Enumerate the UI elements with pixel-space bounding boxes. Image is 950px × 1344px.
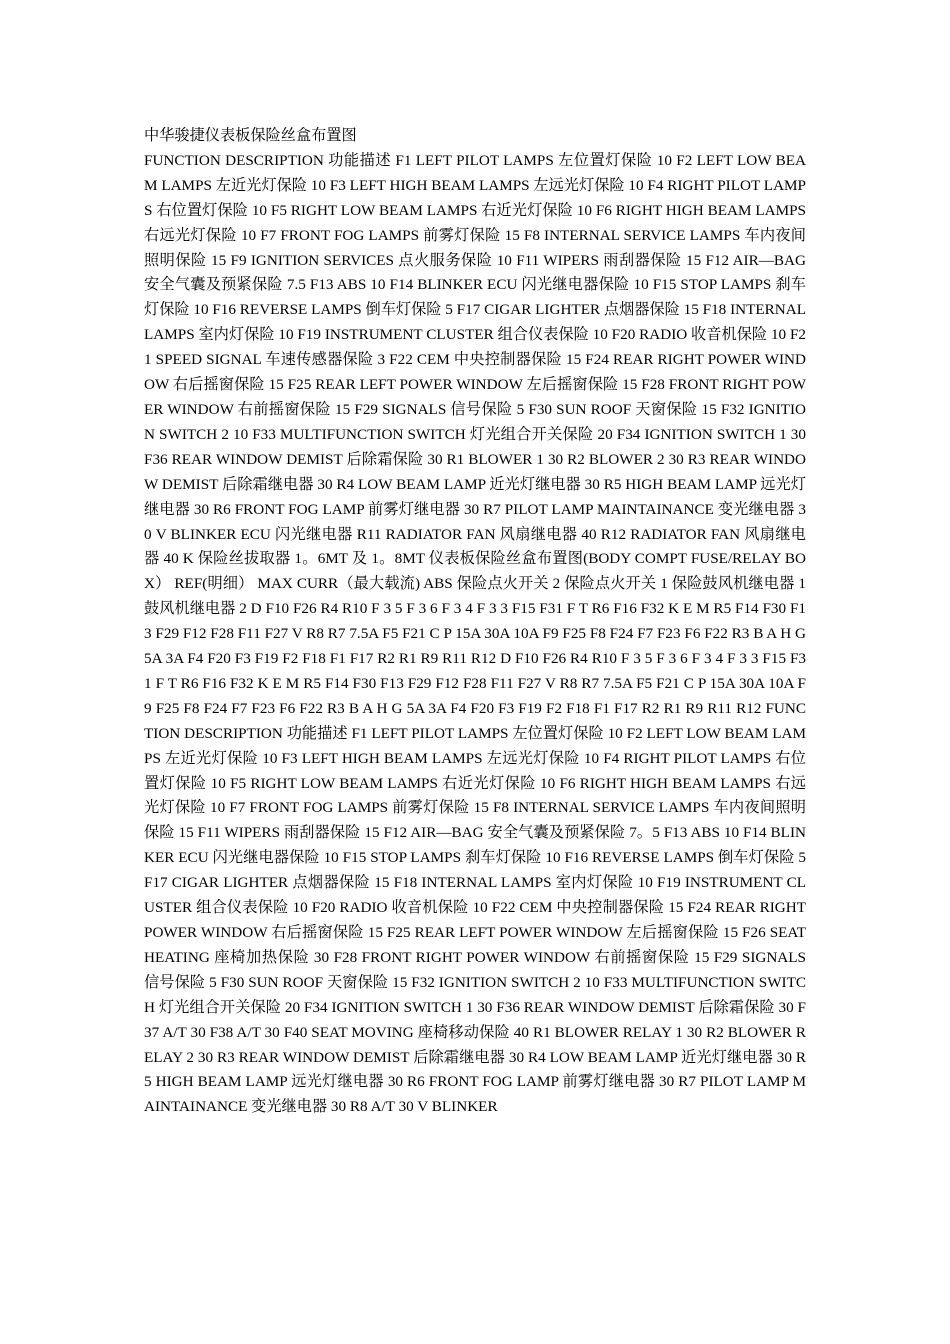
- document-title: 中华骏捷仪表板保险丝盒布置图: [144, 127, 357, 144]
- document-page: [144, 124, 806, 1224]
- document-body-text: FUNCTION DESCRIPTION 功能描述 F1 LEFT PILOT LAMPS 左位置灯保险 10 F2 LEFT LOW BEAM LAMPS 左近光灯保险 10 F3 LEFT HIGH BEAM LAMPS 左远光灯保险 10 F4 RIGHT PILOT LAMPS 右位置灯保险 10 F5 RIGHT LOW BEAM LAMPS 右近光灯保险 10 F6 RIGHT HIGH BEAM LAMPS 右远光灯保险 10 F7 FRONT FOG LAMPS 前雾灯保险 15 F8 INTERNAL SERVICE LAMPS 车内夜间照明保险 15 F9 IGNITION SERVICES 点火服务保险 10 F11 WIPERS 雨刮器保险 15 F12 AIR—BAG 安全气囊及预紧保险 7.5 F13 ABS 10 F14 BLINKER ECU 闪光继电器保险 10 F15 STOP LAMPS 刹车灯保险 10 F16 REVERSE LAMPS 倒车灯保险 5 F17 CIGAR LIGHTER 点烟器保险 15 F18 INTERNAL LAMPS 室内灯保险 10 F19 INSTRUMENT CLUSTER 组合仪表保险 10 F20 RADIO 收音机保险 10 F21 SPEED SIGNAL 车速传感器保险 3 F22 CEM 中央控制器保险 15 F24 REAR RIGHT POWER WINDOW 右后摇窗保险 15 F25 REAR LEFT POWER WINDOW 左后摇窗保险 15 F28 FRONT RIGHT POWER WINDOW 右前摇窗保险 15 F29 SIGNALS 信号保险 5 F30 SUN ROOF 天窗保险 15 F32 IGNITION SWITCH 2 10 F33 MULTIFUNCTION SWITCH 灯光组合开关保险 20 F34 IGNITION SWITCH 1 30 F36 REAR WINDOW DEMIST 后除霜保险 30 R1 BLOWER 1 30 R2 BLOWER 2 30 R3 REAR WINDOW DEMIST 后除霜继电器 30 R4 LOW BEAM LAMP 近光灯继电器 30 R5 HIGH BEAM LAMP 远光灯继电器 30 R6 FRONT FOG LAMP 前雾灯继电器 30 R7 PILOT LAMP MAINTAINANCE 变光继电器 30 V BLINKER ECU 闪光继电器 R11 RADIATOR FAN 风扇继电器 40 R12 RADIATOR FAN 风扇继电器 40 K 保险丝拔取器 1。6MT 及 1。8MT 仪表板保险丝盒布置图(BODY COMPT FUSE/RELAY BOX） REF(明细） MAX CURR（最大载流) ABS 保险点火开关 2 保险点火开关 1 保险鼓风机继电器 1 鼓风机继电器 2 D F10 F26 R4 R10 F 3 5 F 3 6 F 3 4 F 3 3 F15 F31 F T R6 F16 F32 K E M R5 F14 F30 F13 F29 F12 F28 F11 F27 V R8 R7 7.5A F5 F21 C P 15A 30A 10A F9 F25 F8 F24 F7 F23 F6 F22 R3 B A H G 5A 3A F4 F20 F3 F19 F2 F18 F1 F17 R2 R1 R9 R11 R12 D F10 F26 R4 R10 F 3 5 F 3 6 F 3 4 F 3 3 F15 F31 F T R6 F16 F32 K E M R5 F14 F30 F13 F29 F12 F28 F11 F27 V R8 R7 7.5A F5 F21 C P 15A 30A 10A F9 F25 F8 F24 F7 F23 F6 F22 R3 B A H G 5A 3A F4 F20 F3 F19 F2 F18 F1 F17 R2 R1 R9 R11 R12 FUNCTION DESCRIPTION 功能描述 F1 LEFT PILOT LAMPS 左位置灯保险 10 F2 LEFT LOW BEAM LAMPS 左近光灯保险 10 F3 LEFT HIGH BEAM LAMPS 左远光灯保险 10 F4 RIGHT PILOT LAMPS 右位置灯保险 10 F5 RIGHT LOW BEAM LAMPS 右近光灯保险 10 F6 RIGHT HIGH BEAM LAMPS 右远光灯保险 10 F7 FRONT FOG LAMPS 前雾灯保险 15 F8 INTERNAL SERVICE LAMPS 车内夜间照明保险 15 F11 WIPERS 雨刮器保险 15 F12 AIR—BAG 安全气囊及预紧保险 7。5 F13 ABS 10 F14 BLINKER ECU 闪光继电器保险 10 F15 STOP LAMPS 刹车灯保险 10 F16 REVERSE LAMPS 倒车灯保险 5 F17 CIGAR LIGHTER 点烟器保险 15 F18 INTERNAL LAMPS 室内灯保险 10 F19 INSTRUMENT CLUSTER 组合仪表保险 10 F20 RADIO 收音机保险 10 F22 CEM 中央控制器保险 15 F24 REAR RIGHT POWER WINDOW 右后摇窗保险 15 F25 REAR LEFT POWER WINDOW 左后摇窗保险 15 F26 SEAT HEATING 座椅加热保险 30 F28 FRONT RIGHT POWER WINDOW 右前摇窗保险 15 F29 SIGNALS 信号保险 5 F30 SUN ROOF 天窗保险 15 F32 IGNITION SWITCH 2 10 F33 MULTIFUNCTION SWITCH 灯光组合开关保险 20 F34 IGNITION SWITCH 1 30 F36 REAR WINDOW DEMIST 后除霜保险 30 F37 A/T 30 F38 A/T 30 F40 SEAT MOVING 座椅移动保险 40 R1 BLOWER RELAY 1 30 R2 BLOWER RELAY 2 30 R3 REAR WINDOW DEMIST 后除霜继电器 30 R4 LOW BEAM LAMP 近光灯继电器 30 R5 HIGH BEAM LAMP 远光灯继电器 30 R6 FRONT FOG LAMP 前雾灯继电器 30 R7 PILOT LAMP MAINTAINANCE 变光继电器 30 R8 A/T 30 V BLINKER: [144, 151, 806, 1116]
